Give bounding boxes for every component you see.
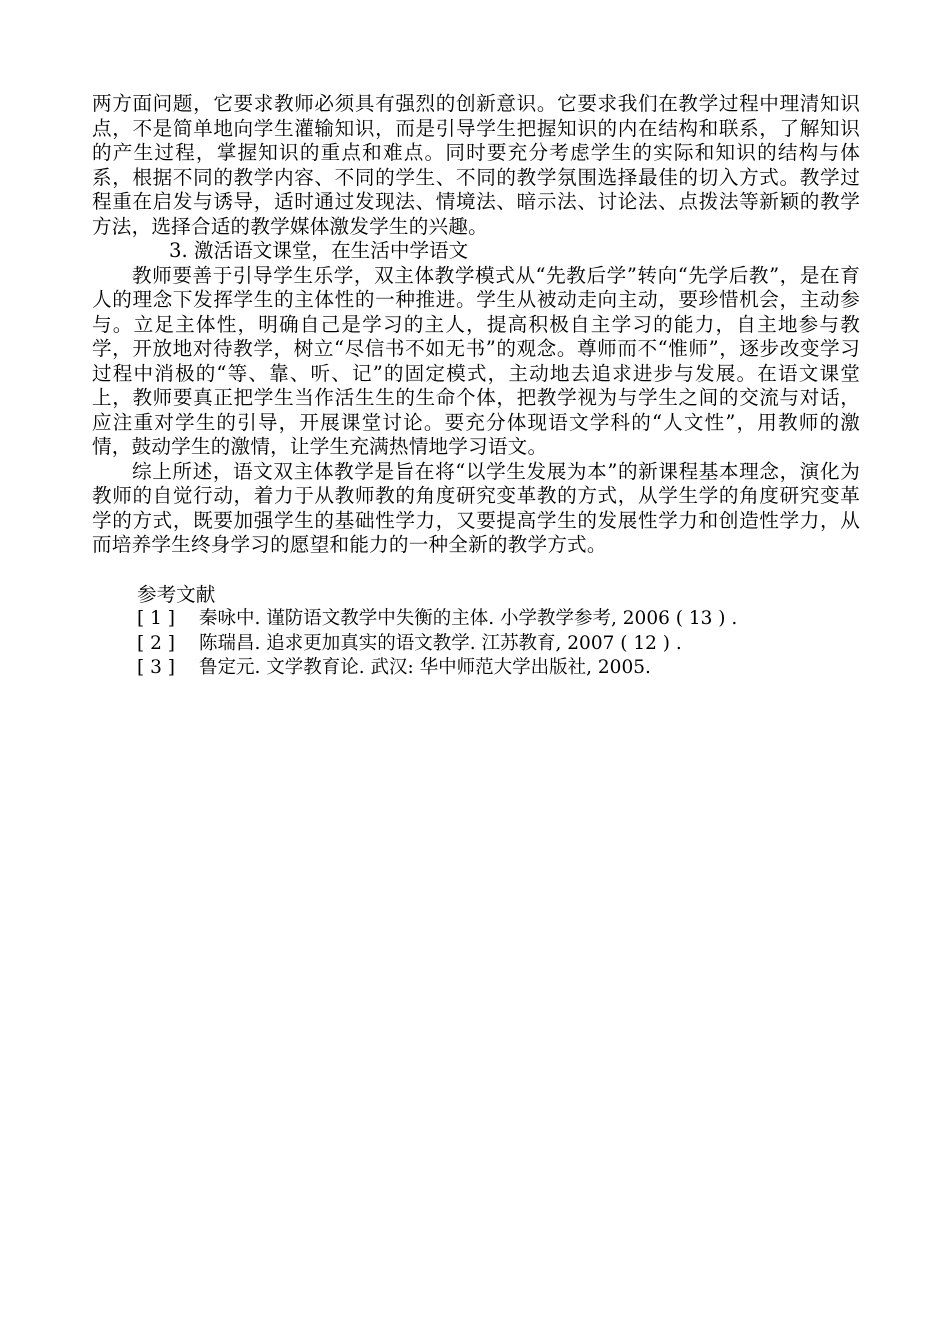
paragraph-intro: 两方面问题，它要求教师必须具有强烈的创新意识。它要求我们在教学过程中理清知识点，不是简单地向学生灌输知识，而是引导学生把握知识的内在结构和联系，了解知识的产生过程，掌握知识的重点和难点。同时要充分考虑学生的实际和知识的结构与体系，根据不同的教学内容、不同的学生、不同的教学氛围选择最佳的切入方式。教学过程重在启发与诱导，适时通过发现法、情境法、暗示法、讨论法、点拨法等新颖的教学方法，选择合适的教学媒体激发学生的兴趣。 bbox=[92, 92, 860, 238]
document-page bbox=[92, 92, 860, 681]
reference-number: [ 2 ] bbox=[137, 632, 175, 654]
references-section bbox=[92, 583, 860, 681]
references-title: 参考文献 bbox=[137, 582, 216, 606]
paragraph-section3: 教师要善于引导学生乐学，双主体教学模式从“先教后学”转向“先学后教”，是在育人的理念下发挥学生的主体性的一种推进。学生从被动走向主动，要珍惜机会，主动参与。立足主体性，明确自己是学习的主人，提高积极自主学习的能力，自主地参与教学，开放地对待教学，树立“尽信书不如无书”的观念。尊师而不“惟师”，逐步改变学习过程中消极的“等、靠、听、记”的固定模式，主动地去追求进步与发展。在语文课堂上，教师要真正把学生当作活生生的生命个体，把教学视为与学生之间的交流与对话，应注重对学生的引导，开展课堂讨论。要充分体现语文学科的“人文性”，用教师的激情，鼓动学生的激情，让学生充满热情地学习语文。 bbox=[92, 263, 860, 458]
reference-text: 陈瑞昌. 追求更加真实的语文教学. 江苏教育, 2007 ( 12 ) . bbox=[199, 632, 682, 654]
reference-number: [ 1 ] bbox=[137, 608, 175, 629]
reference-number: [ 3 ] bbox=[137, 657, 175, 678]
reference-text: 秦咏中. 谨防语文教学中失衡的主体. 小学教学参考, 2006 ( 13 ) . bbox=[199, 608, 738, 629]
reference-item bbox=[137, 632, 860, 657]
reference-item bbox=[137, 656, 860, 681]
reference-text: 鲁定元. 文学教育论. 武汉: 华中师范大学出版社, 2005. bbox=[199, 657, 651, 678]
reference-item bbox=[137, 607, 860, 632]
section-heading-3: 3. 激活语文课堂，在生活中学语文 bbox=[169, 239, 469, 262]
paragraph-conclusion: 综上所述，语文双主体教学是旨在将“以学生发展为本”的新课程基本理念，演化为教师的自觉行动，着力于从教师教的角度研究变革教的方式，从学生学的角度研究变革学的方式，既要加强学生的基础性学力，又要提高学生的发展性学力和创造性学力，从而培养学生终身学习的愿望和能力的一种全新的教学方式。 bbox=[92, 459, 860, 556]
